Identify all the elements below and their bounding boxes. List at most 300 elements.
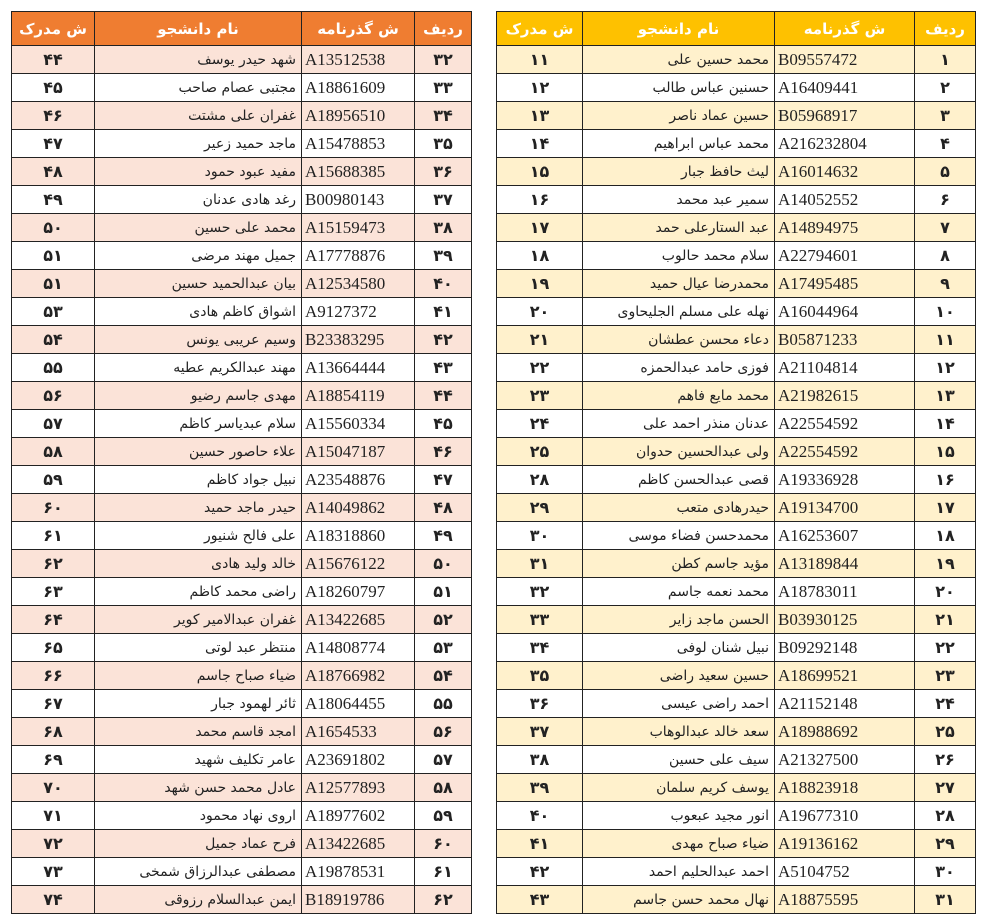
table-row bbox=[497, 746, 976, 774]
header-row-number: ردیف bbox=[915, 12, 976, 46]
row-number-cell: ۵۷ bbox=[415, 746, 472, 774]
doc-number-cell: ۴۴ bbox=[12, 46, 95, 74]
row-number-cell: ۵ bbox=[915, 158, 976, 186]
passport-number-cell: A18977602 bbox=[302, 802, 415, 830]
header-passport-number: ش گذرنامه bbox=[302, 12, 415, 46]
row-number-cell: ۱۹ bbox=[915, 550, 976, 578]
table-row bbox=[12, 214, 472, 242]
doc-number-cell: ۳۲ bbox=[497, 578, 583, 606]
row-number-cell: ۳۹ bbox=[415, 242, 472, 270]
row-number-cell: ۴۶ bbox=[415, 438, 472, 466]
passport-number-cell: A18988692 bbox=[775, 718, 915, 746]
doc-number-cell: ۶۰ bbox=[12, 494, 95, 522]
table-row bbox=[497, 326, 976, 354]
row-number-cell: ۲۳ bbox=[915, 662, 976, 690]
doc-number-cell: ۲۴ bbox=[497, 410, 583, 438]
doc-number-cell: ۱۵ bbox=[497, 158, 583, 186]
doc-number-cell: ۴۰ bbox=[497, 802, 583, 830]
doc-number-cell: ۱۴ bbox=[497, 130, 583, 158]
doc-number-cell: ۳۴ bbox=[497, 634, 583, 662]
doc-number-cell: ۱۳ bbox=[497, 102, 583, 130]
student-name-cell: غفران علی مشتت bbox=[95, 102, 302, 130]
passport-number-cell: A14052552 bbox=[775, 186, 915, 214]
students-table-right bbox=[496, 11, 976, 914]
passport-number-cell: A18956510 bbox=[302, 102, 415, 130]
student-name-cell: نهله علی مسلم الجلیحاوی bbox=[583, 298, 775, 326]
student-name-cell: مهدی جاسم رضیو bbox=[95, 382, 302, 410]
student-name-cell: جمیل مهند مرضی bbox=[95, 242, 302, 270]
row-number-cell: ۶ bbox=[915, 186, 976, 214]
row-number-cell: ۲ bbox=[915, 74, 976, 102]
student-name-cell: محمد علی حسین bbox=[95, 214, 302, 242]
table-row bbox=[497, 74, 976, 102]
table-row bbox=[497, 690, 976, 718]
row-number-cell: ۳۰ bbox=[915, 858, 976, 886]
passport-number-cell: A21152148 bbox=[775, 690, 915, 718]
student-name-cell: محمد حسین علی bbox=[583, 46, 775, 74]
table-row bbox=[497, 466, 976, 494]
student-name-cell: بیان عبدالحمید حسین bbox=[95, 270, 302, 298]
student-name-cell: غفران عبدالامیر کویر bbox=[95, 606, 302, 634]
passport-number-cell: A18766982 bbox=[302, 662, 415, 690]
doc-number-cell: ۴۸ bbox=[12, 158, 95, 186]
passport-number-cell: A5104752 bbox=[775, 858, 915, 886]
doc-number-cell: ۵۱ bbox=[12, 270, 95, 298]
student-name-cell: حسین سعید راضی bbox=[583, 662, 775, 690]
table-row bbox=[497, 578, 976, 606]
passport-number-cell: A16014632 bbox=[775, 158, 915, 186]
table-row bbox=[12, 746, 472, 774]
table-row bbox=[497, 522, 976, 550]
passport-number-cell: B00980143 bbox=[302, 186, 415, 214]
doc-number-cell: ۷۳ bbox=[12, 858, 95, 886]
student-name-cell: عامر تکلیف شهید bbox=[95, 746, 302, 774]
passport-number-cell: A19136162 bbox=[775, 830, 915, 858]
row-number-cell: ۲۹ bbox=[915, 830, 976, 858]
table-row bbox=[497, 438, 976, 466]
doc-number-cell: ۶۴ bbox=[12, 606, 95, 634]
row-number-cell: ۱۰ bbox=[915, 298, 976, 326]
doc-number-cell: ۲۸ bbox=[497, 466, 583, 494]
student-name-cell: محمدرضا عیال حمید bbox=[583, 270, 775, 298]
table-row bbox=[12, 578, 472, 606]
row-number-cell: ۷ bbox=[915, 214, 976, 242]
row-number-cell: ۳۴ bbox=[415, 102, 472, 130]
passport-number-cell: A13422685 bbox=[302, 830, 415, 858]
doc-number-cell: ۲۰ bbox=[497, 298, 583, 326]
table-row bbox=[497, 830, 976, 858]
doc-number-cell: ۵۳ bbox=[12, 298, 95, 326]
doc-number-cell: ۴۳ bbox=[497, 886, 583, 914]
row-number-cell: ۲۴ bbox=[915, 690, 976, 718]
doc-number-cell: ۵۱ bbox=[12, 242, 95, 270]
doc-number-cell: ۴۶ bbox=[12, 102, 95, 130]
table-row bbox=[12, 718, 472, 746]
passport-number-cell: B05968917 bbox=[775, 102, 915, 130]
table-row bbox=[12, 886, 472, 914]
passport-number-cell: A21327500 bbox=[775, 746, 915, 774]
passport-number-cell: A19878531 bbox=[302, 858, 415, 886]
student-name-cell: شهد حیدر یوسف bbox=[95, 46, 302, 74]
table-row bbox=[497, 46, 976, 74]
row-number-cell: ۴۰ bbox=[415, 270, 472, 298]
student-name-cell: محمد نعمه جاسم bbox=[583, 578, 775, 606]
passport-number-cell: A12534580 bbox=[302, 270, 415, 298]
doc-number-cell: ۲۹ bbox=[497, 494, 583, 522]
doc-number-cell: ۴۷ bbox=[12, 130, 95, 158]
table-row bbox=[12, 802, 472, 830]
doc-number-cell: ۵۷ bbox=[12, 410, 95, 438]
student-name-cell: محمد عباس ابراهیم bbox=[583, 130, 775, 158]
student-name-cell: نبیل جواد کاظم bbox=[95, 466, 302, 494]
table-row bbox=[12, 326, 472, 354]
table-row bbox=[497, 550, 976, 578]
doc-number-cell: ۵۰ bbox=[12, 214, 95, 242]
passport-number-cell: A22554592 bbox=[775, 438, 915, 466]
header-student-name: نام دانشجو bbox=[95, 12, 302, 46]
student-name-cell: سلام محمد حالوب bbox=[583, 242, 775, 270]
header-passport-number: ش گذرنامه bbox=[775, 12, 915, 46]
doc-number-cell: ۲۱ bbox=[497, 326, 583, 354]
row-number-cell: ۱۸ bbox=[915, 522, 976, 550]
row-number-cell: ۵۲ bbox=[415, 606, 472, 634]
student-name-cell: مجتبی عصام صاحب bbox=[95, 74, 302, 102]
doc-number-cell: ۳۵ bbox=[497, 662, 583, 690]
student-name-cell: رغد هادی عدنان bbox=[95, 186, 302, 214]
passport-number-cell: A17778876 bbox=[302, 242, 415, 270]
row-number-cell: ۵۱ bbox=[415, 578, 472, 606]
student-name-cell: حیدر ماجد حمید bbox=[95, 494, 302, 522]
table-row bbox=[12, 242, 472, 270]
table-row bbox=[12, 354, 472, 382]
passport-number-cell: A18064455 bbox=[302, 690, 415, 718]
doc-number-cell: ۷۴ bbox=[12, 886, 95, 914]
passport-number-cell: B09292148 bbox=[775, 634, 915, 662]
row-number-cell: ۵۹ bbox=[415, 802, 472, 830]
passport-number-cell: A12577893 bbox=[302, 774, 415, 802]
row-number-cell: ۴۹ bbox=[415, 522, 472, 550]
doc-number-cell: ۱۷ bbox=[497, 214, 583, 242]
row-number-cell: ۲۲ bbox=[915, 634, 976, 662]
table-row bbox=[12, 550, 472, 578]
row-number-cell: ۳۵ bbox=[415, 130, 472, 158]
student-name-cell: مفید عبود حمود bbox=[95, 158, 302, 186]
doc-number-cell: ۵۹ bbox=[12, 466, 95, 494]
student-name-cell: سمیر عبد محمد bbox=[583, 186, 775, 214]
doc-number-cell: ۲۵ bbox=[497, 438, 583, 466]
table-row bbox=[12, 74, 472, 102]
doc-number-cell: ۳۰ bbox=[497, 522, 583, 550]
student-name-cell: علی فالح شنیور bbox=[95, 522, 302, 550]
table-row bbox=[12, 158, 472, 186]
table-row bbox=[497, 634, 976, 662]
table-row bbox=[12, 298, 472, 326]
row-number-cell: ۵۳ bbox=[415, 634, 472, 662]
row-number-cell: ۶۲ bbox=[415, 886, 472, 914]
table-row bbox=[12, 410, 472, 438]
doc-number-cell: ۳۱ bbox=[497, 550, 583, 578]
passport-number-cell: A13664444 bbox=[302, 354, 415, 382]
table-row bbox=[12, 830, 472, 858]
row-number-cell: ۳۶ bbox=[415, 158, 472, 186]
table-row bbox=[12, 102, 472, 130]
passport-number-cell: A15560334 bbox=[302, 410, 415, 438]
passport-number-cell: A15676122 bbox=[302, 550, 415, 578]
student-name-cell: حسین عماد ناصر bbox=[583, 102, 775, 130]
row-number-cell: ۵۸ bbox=[415, 774, 472, 802]
passport-number-cell: A16044964 bbox=[775, 298, 915, 326]
student-name-cell: سلام عبدیاسر کاظم bbox=[95, 410, 302, 438]
doc-number-cell: ۵۵ bbox=[12, 354, 95, 382]
table-row bbox=[497, 102, 976, 130]
doc-number-cell: ۲۳ bbox=[497, 382, 583, 410]
doc-number-cell: ۶۳ bbox=[12, 578, 95, 606]
header-student-name: نام دانشجو bbox=[583, 12, 775, 46]
doc-number-cell: ۳۳ bbox=[497, 606, 583, 634]
row-number-cell: ۵۰ bbox=[415, 550, 472, 578]
student-name-cell: فوزی حامد عبدالحمزه bbox=[583, 354, 775, 382]
table-row bbox=[497, 214, 976, 242]
row-number-cell: ۶۰ bbox=[415, 830, 472, 858]
student-name-cell: ضیاء صباح جاسم bbox=[95, 662, 302, 690]
student-name-cell: وسیم عریبی یونس bbox=[95, 326, 302, 354]
row-number-cell: ۸ bbox=[915, 242, 976, 270]
passport-number-cell: A17495485 bbox=[775, 270, 915, 298]
student-name-cell: اروی نهاد محمود bbox=[95, 802, 302, 830]
table-row bbox=[12, 438, 472, 466]
table-row bbox=[12, 858, 472, 886]
passport-number-cell: A18875595 bbox=[775, 886, 915, 914]
passport-number-cell: A18699521 bbox=[775, 662, 915, 690]
student-name-cell: دعاء محسن عطشان bbox=[583, 326, 775, 354]
student-name-cell: راضی محمد کاظم bbox=[95, 578, 302, 606]
passport-number-cell: A15688385 bbox=[302, 158, 415, 186]
passport-number-cell: A19677310 bbox=[775, 802, 915, 830]
table-row bbox=[12, 634, 472, 662]
row-number-cell: ۳۲ bbox=[415, 46, 472, 74]
passport-number-cell: B23383295 bbox=[302, 326, 415, 354]
header-doc-number: ش مدرک bbox=[497, 12, 583, 46]
table-row bbox=[497, 242, 976, 270]
row-number-cell: ۳۱ bbox=[915, 886, 976, 914]
row-number-cell: ۳۸ bbox=[415, 214, 472, 242]
table-row bbox=[497, 802, 976, 830]
table-left-body bbox=[12, 46, 472, 914]
doc-number-cell: ۳۷ bbox=[497, 718, 583, 746]
doc-number-cell: ۴۵ bbox=[12, 74, 95, 102]
row-number-cell: ۲۷ bbox=[915, 774, 976, 802]
doc-number-cell: ۱۲ bbox=[497, 74, 583, 102]
student-name-cell: ولی عبدالحسین حدوان bbox=[583, 438, 775, 466]
student-name-cell: ایمن عبدالسلام رزوقی bbox=[95, 886, 302, 914]
table-row bbox=[497, 606, 976, 634]
row-number-cell: ۶۱ bbox=[415, 858, 472, 886]
passport-number-cell: A21104814 bbox=[775, 354, 915, 382]
table-row bbox=[497, 298, 976, 326]
student-name-cell: عبد الستارعلی حمد bbox=[583, 214, 775, 242]
table-row bbox=[497, 186, 976, 214]
table-row bbox=[12, 606, 472, 634]
row-number-cell: ۴۵ bbox=[415, 410, 472, 438]
student-name-cell: مصطفی عبدالرزاق شمخی bbox=[95, 858, 302, 886]
doc-number-cell: ۳۸ bbox=[497, 746, 583, 774]
table-row bbox=[12, 690, 472, 718]
table-row bbox=[12, 46, 472, 74]
table-row bbox=[497, 886, 976, 914]
student-name-cell: انور مجید عبعوب bbox=[583, 802, 775, 830]
header-doc-number: ش مدرک bbox=[12, 12, 95, 46]
passport-number-cell: A18783011 bbox=[775, 578, 915, 606]
student-name-cell: مؤید جاسم کطن bbox=[583, 550, 775, 578]
table-right-body bbox=[497, 46, 976, 914]
passport-number-cell: A14894975 bbox=[775, 214, 915, 242]
student-name-cell: خالد ولید هادی bbox=[95, 550, 302, 578]
passport-number-cell: A18318860 bbox=[302, 522, 415, 550]
row-number-cell: ۱۱ bbox=[915, 326, 976, 354]
table-row bbox=[12, 130, 472, 158]
row-number-cell: ۱۴ bbox=[915, 410, 976, 438]
table-row bbox=[12, 270, 472, 298]
doc-number-cell: ۶۸ bbox=[12, 718, 95, 746]
row-number-cell: ۵۵ bbox=[415, 690, 472, 718]
row-number-cell: ۲۵ bbox=[915, 718, 976, 746]
passport-number-cell: B18919786 bbox=[302, 886, 415, 914]
passport-number-cell: A216232804 bbox=[775, 130, 915, 158]
table-row bbox=[497, 158, 976, 186]
student-name-cell: سعد خالد عبدالوهاب bbox=[583, 718, 775, 746]
row-number-cell: ۱۲ bbox=[915, 354, 976, 382]
doc-number-cell: ۶۶ bbox=[12, 662, 95, 690]
table-row bbox=[497, 662, 976, 690]
student-name-cell: اشواق کاظم هادی bbox=[95, 298, 302, 326]
doc-number-cell: ۲۲ bbox=[497, 354, 583, 382]
student-name-cell: نهال محمد حسن جاسم bbox=[583, 886, 775, 914]
passport-number-cell: A21982615 bbox=[775, 382, 915, 410]
passport-number-cell: A13422685 bbox=[302, 606, 415, 634]
row-number-cell: ۴۸ bbox=[415, 494, 472, 522]
passport-number-cell: A16409441 bbox=[775, 74, 915, 102]
table-row bbox=[12, 522, 472, 550]
table-row bbox=[497, 270, 976, 298]
row-number-cell: ۴۴ bbox=[415, 382, 472, 410]
row-number-cell: ۱۳ bbox=[915, 382, 976, 410]
row-number-cell: ۱۶ bbox=[915, 466, 976, 494]
table-row bbox=[497, 858, 976, 886]
doc-number-cell: ۷۱ bbox=[12, 802, 95, 830]
doc-number-cell: ۶۵ bbox=[12, 634, 95, 662]
row-number-cell: ۳۳ bbox=[415, 74, 472, 102]
doc-number-cell: ۳۶ bbox=[497, 690, 583, 718]
row-number-cell: ۴۳ bbox=[415, 354, 472, 382]
table-row bbox=[12, 774, 472, 802]
table-row bbox=[497, 774, 976, 802]
table-row bbox=[497, 130, 976, 158]
students-table-left bbox=[11, 11, 472, 914]
row-number-cell: ۴ bbox=[915, 130, 976, 158]
student-name-cell: احمد عبدالحلیم احمد bbox=[583, 858, 775, 886]
header-row-number: ردیف bbox=[415, 12, 472, 46]
student-name-cell: محمدحسن فضاء موسی bbox=[583, 522, 775, 550]
passport-number-cell: A23691802 bbox=[302, 746, 415, 774]
student-name-cell: حسنین عباس طالب bbox=[583, 74, 775, 102]
passport-number-cell: A15047187 bbox=[302, 438, 415, 466]
row-number-cell: ۱۷ bbox=[915, 494, 976, 522]
row-number-cell: ۲۸ bbox=[915, 802, 976, 830]
student-name-cell: ماجد حمید زعیر bbox=[95, 130, 302, 158]
doc-number-cell: ۴۲ bbox=[497, 858, 583, 886]
student-name-cell: یوسف کریم سلمان bbox=[583, 774, 775, 802]
doc-number-cell: ۴۹ bbox=[12, 186, 95, 214]
table-row bbox=[497, 718, 976, 746]
doc-number-cell: ۳۹ bbox=[497, 774, 583, 802]
table-row bbox=[12, 494, 472, 522]
student-name-cell: حیدرهادی متعب bbox=[583, 494, 775, 522]
row-number-cell: ۹ bbox=[915, 270, 976, 298]
table-row bbox=[497, 354, 976, 382]
row-number-cell: ۴۷ bbox=[415, 466, 472, 494]
student-name-cell: ضیاء صباح مهدی bbox=[583, 830, 775, 858]
table-row bbox=[12, 466, 472, 494]
table-row bbox=[12, 662, 472, 690]
passport-number-cell: A18260797 bbox=[302, 578, 415, 606]
doc-number-cell: ۷۲ bbox=[12, 830, 95, 858]
table-left-header-row bbox=[12, 12, 472, 46]
passport-number-cell: A23548876 bbox=[302, 466, 415, 494]
passport-number-cell: A18861609 bbox=[302, 74, 415, 102]
passport-number-cell: A13189844 bbox=[775, 550, 915, 578]
table-row bbox=[497, 410, 976, 438]
student-name-cell: عادل محمد حسن شهد bbox=[95, 774, 302, 802]
row-number-cell: ۵۶ bbox=[415, 718, 472, 746]
passport-number-cell: A14049862 bbox=[302, 494, 415, 522]
doc-number-cell: ۶۹ bbox=[12, 746, 95, 774]
passport-number-cell: A15478853 bbox=[302, 130, 415, 158]
student-name-cell: نبیل شنان لوفی bbox=[583, 634, 775, 662]
student-name-cell: ثائر لهمود جبار bbox=[95, 690, 302, 718]
student-name-cell: فرح عماد جمیل bbox=[95, 830, 302, 858]
passport-number-cell: A14808774 bbox=[302, 634, 415, 662]
table-row bbox=[497, 382, 976, 410]
row-number-cell: ۳۷ bbox=[415, 186, 472, 214]
passport-number-cell: A13512538 bbox=[302, 46, 415, 74]
passport-number-cell: A22554592 bbox=[775, 410, 915, 438]
row-number-cell: ۴۱ bbox=[415, 298, 472, 326]
table-row bbox=[12, 382, 472, 410]
row-number-cell: ۵۴ bbox=[415, 662, 472, 690]
passport-number-cell: B03930125 bbox=[775, 606, 915, 634]
doc-number-cell: ۵۴ bbox=[12, 326, 95, 354]
row-number-cell: ۲۰ bbox=[915, 578, 976, 606]
student-name-cell: سیف علی حسین bbox=[583, 746, 775, 774]
passport-number-cell: A19336928 bbox=[775, 466, 915, 494]
doc-number-cell: ۵۸ bbox=[12, 438, 95, 466]
student-name-cell: امجد قاسم محمد bbox=[95, 718, 302, 746]
student-name-cell: الحسن ماجد زایر bbox=[583, 606, 775, 634]
passport-number-cell: A1654533 bbox=[302, 718, 415, 746]
table-row bbox=[12, 186, 472, 214]
row-number-cell: ۱۵ bbox=[915, 438, 976, 466]
passport-number-cell: A22794601 bbox=[775, 242, 915, 270]
row-number-cell: ۲۶ bbox=[915, 746, 976, 774]
doc-number-cell: ۴۱ bbox=[497, 830, 583, 858]
student-name-cell: محمد مایع فاهم bbox=[583, 382, 775, 410]
doc-number-cell: ۱۶ bbox=[497, 186, 583, 214]
passport-number-cell: A18854119 bbox=[302, 382, 415, 410]
passport-number-cell: B05871233 bbox=[775, 326, 915, 354]
doc-number-cell: ۶۲ bbox=[12, 550, 95, 578]
doc-number-cell: ۷۰ bbox=[12, 774, 95, 802]
row-number-cell: ۱ bbox=[915, 46, 976, 74]
